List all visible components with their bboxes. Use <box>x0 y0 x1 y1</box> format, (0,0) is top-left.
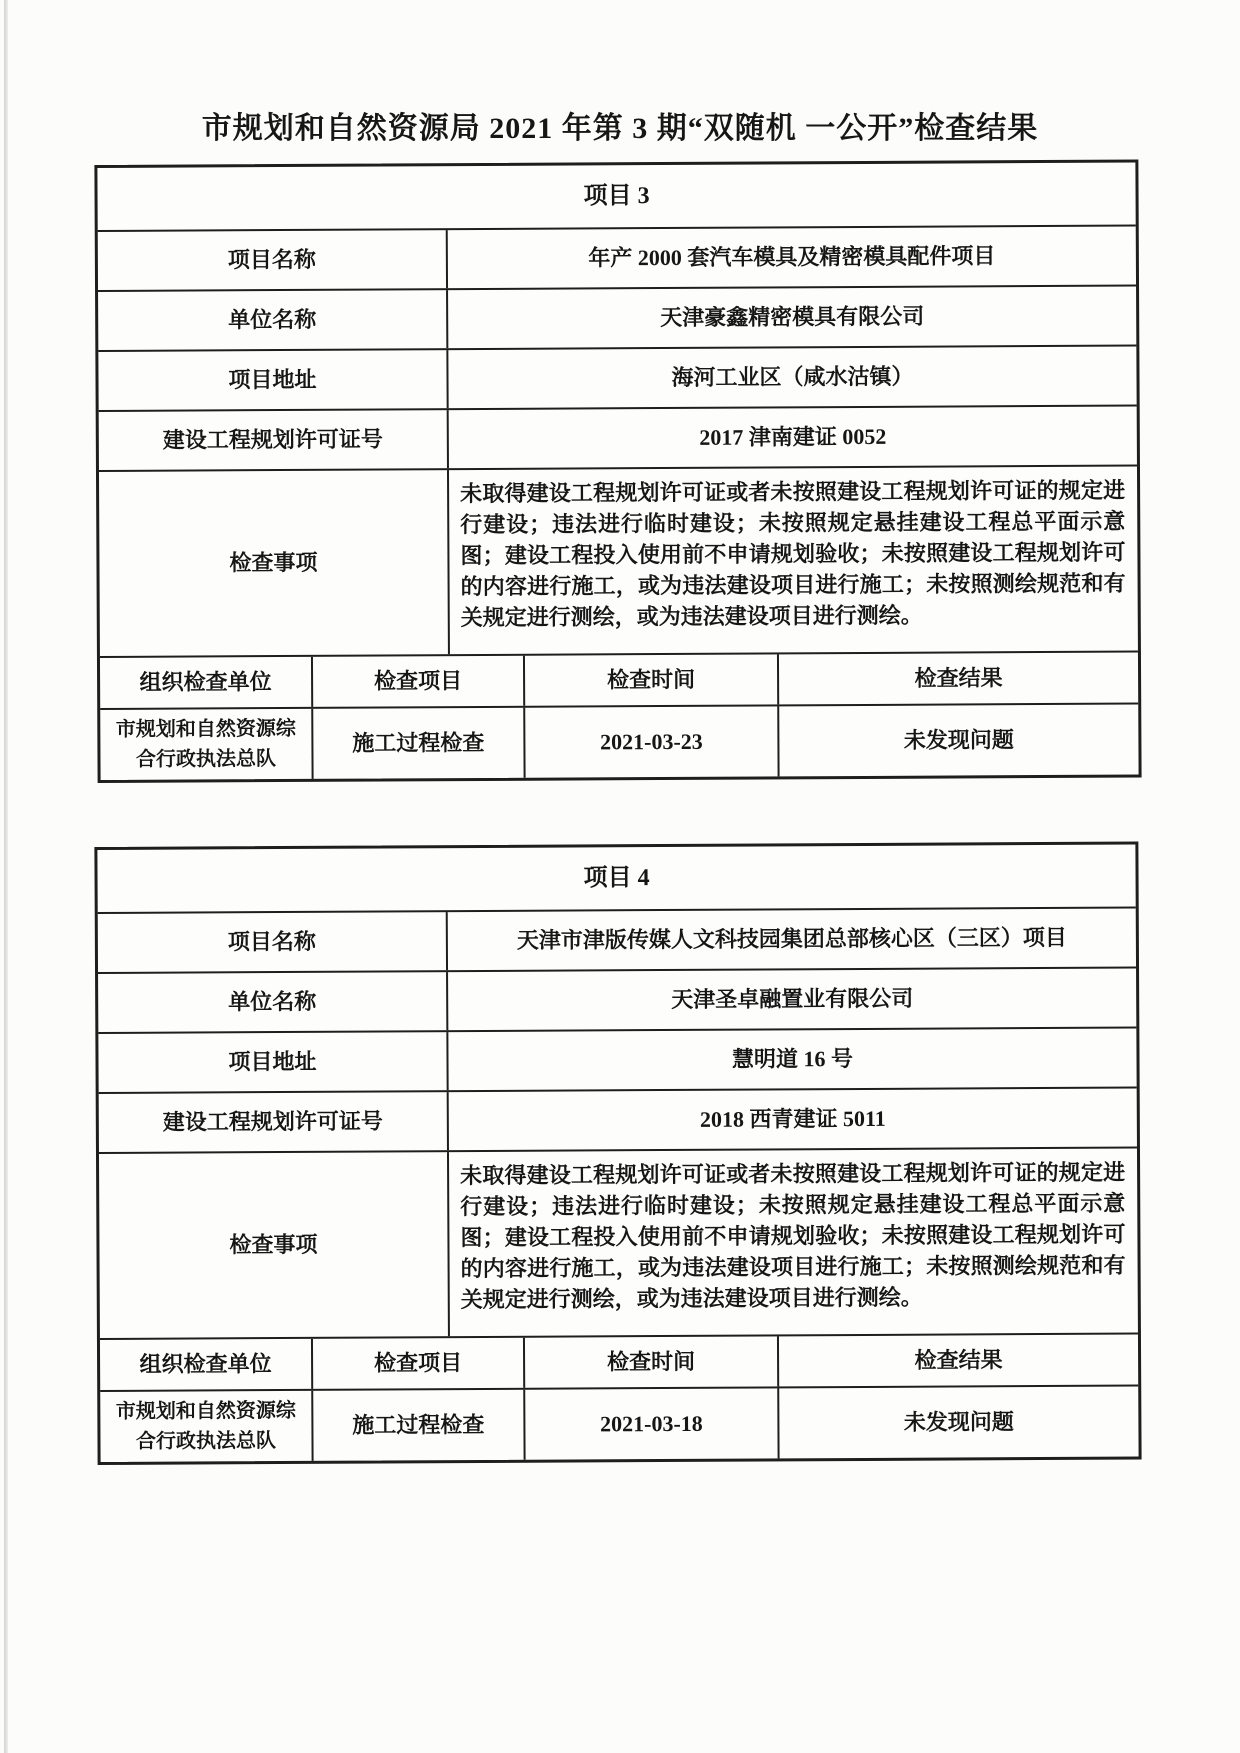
permit-number-row <box>99 1089 1137 1154</box>
inspection-project-value: 施工过程检查 <box>313 708 525 779</box>
inspection-project-column-header: 检查项目 <box>313 656 525 707</box>
project-3-table-title: 项目 3 <box>583 183 650 210</box>
inspection-record-row <box>100 705 1138 780</box>
unit-name-label: 单位名称 <box>98 972 448 1032</box>
unit-name-value: 天津圣卓融置业有限公司 <box>671 985 914 1012</box>
inspection-record-row <box>100 1387 1138 1462</box>
unit-name-row <box>98 287 1136 352</box>
inspection-time-value: 2021-03-18 <box>525 1388 779 1459</box>
project-name-row <box>98 227 1136 292</box>
project-address-value: 慧明道 16 号 <box>731 1046 854 1072</box>
permit-number-label: 建设工程规划许可证号 <box>99 410 449 470</box>
permit-number-label: 建设工程规划许可证号 <box>99 1092 449 1152</box>
inspection-items-label: 检查事项 <box>99 470 450 656</box>
org-unit-value: 市规划和自然资源综合行政执法总队 <box>100 709 313 780</box>
inspection-time-column-header: 检查时间 <box>525 654 779 705</box>
org-unit-column-header: 组织检查单位 <box>100 657 313 708</box>
project-name-label: 项目名称 <box>98 230 448 290</box>
unit-name-row <box>98 969 1136 1034</box>
scan-edge-artifact <box>4 0 8 1753</box>
project-address-row <box>98 1029 1136 1094</box>
inspection-time-column-header: 检查时间 <box>525 1336 779 1387</box>
project-4-header-row <box>97 845 1135 914</box>
inspection-time-value: 2021-03-23 <box>525 706 779 777</box>
project-3-header-row <box>97 163 1135 232</box>
project-name-label: 项目名称 <box>98 912 448 972</box>
project-address-label: 项目地址 <box>98 350 448 410</box>
project-4-table <box>94 842 1141 1465</box>
inspection-result-value: 未发现问题 <box>903 1409 1014 1435</box>
inspection-columns-header-row <box>100 1335 1138 1392</box>
unit-name-value: 天津豪鑫精密模具有限公司 <box>660 303 925 331</box>
project-4-table-title: 项目 4 <box>583 865 650 892</box>
org-unit-value: 市规划和自然资源综合行政执法总队 <box>100 1391 313 1462</box>
inspection-items-row <box>99 467 1138 658</box>
inspection-items-label: 检查事项 <box>99 1152 450 1338</box>
inspection-items-row <box>99 1149 1138 1340</box>
project-name-value: 年产 2000 套汽车模具及精密模具配件项目 <box>588 243 996 271</box>
permit-number-row <box>99 407 1137 472</box>
inspection-columns-header-row <box>100 653 1138 710</box>
project-name-value: 天津市津版传媒人文科技园集团总部核心区（三区）项目 <box>516 924 1067 953</box>
org-unit-column-header: 组织检查单位 <box>100 1339 313 1390</box>
project-name-row <box>98 909 1136 974</box>
permit-number-value: 2018 西青建证 5011 <box>699 1105 886 1132</box>
unit-name-label: 单位名称 <box>98 290 448 350</box>
inspection-items-value: 未取得建设工程规划许可证或者未按照建设工程规划许可证的规定进行建设；违法进行临时建设；未按照规定悬挂建设工程总平面示意图；建设工程投入使用前不申请规划验收；未按照建设工程规划许可的内容进行施工，或为违法建设项目进行施工；未按照测绘规范和有关规定进行测绘，或为违法建设项目进行测绘。 <box>460 1159 1126 1313</box>
inspection-items-value: 未取得建设工程规划许可证或者未按照建设工程规划许可证的规定进行建设；违法进行临时建设；未按照规定悬挂建设工程总平面示意图；建设工程投入使用前不申请规划验收；未按照建设工程规划许可的内容进行施工，或为违法建设项目进行施工；未按照测绘规范和有关规定进行测绘，或为违法建设项目进行测绘。 <box>460 477 1126 631</box>
document-title: 市规划和自然资源局 2021 年第 3 期“双随机 一公开”检查结果 <box>201 112 1039 145</box>
inspection-result-column-header: 检查结果 <box>914 665 1003 691</box>
inspection-result-column-header: 检查结果 <box>914 1347 1003 1373</box>
inspection-result-value: 未发现问题 <box>903 727 1014 753</box>
project-address-label: 项目地址 <box>98 1032 448 1092</box>
permit-number-value: 2017 津南建证 0052 <box>699 423 887 450</box>
inspection-project-value: 施工过程检查 <box>313 1390 525 1461</box>
project-address-row <box>98 347 1136 412</box>
project-address-value: 海河工业区（咸水沽镇） <box>671 363 914 390</box>
inspection-project-column-header: 检查项目 <box>313 1338 525 1389</box>
project-3-table <box>94 160 1141 783</box>
